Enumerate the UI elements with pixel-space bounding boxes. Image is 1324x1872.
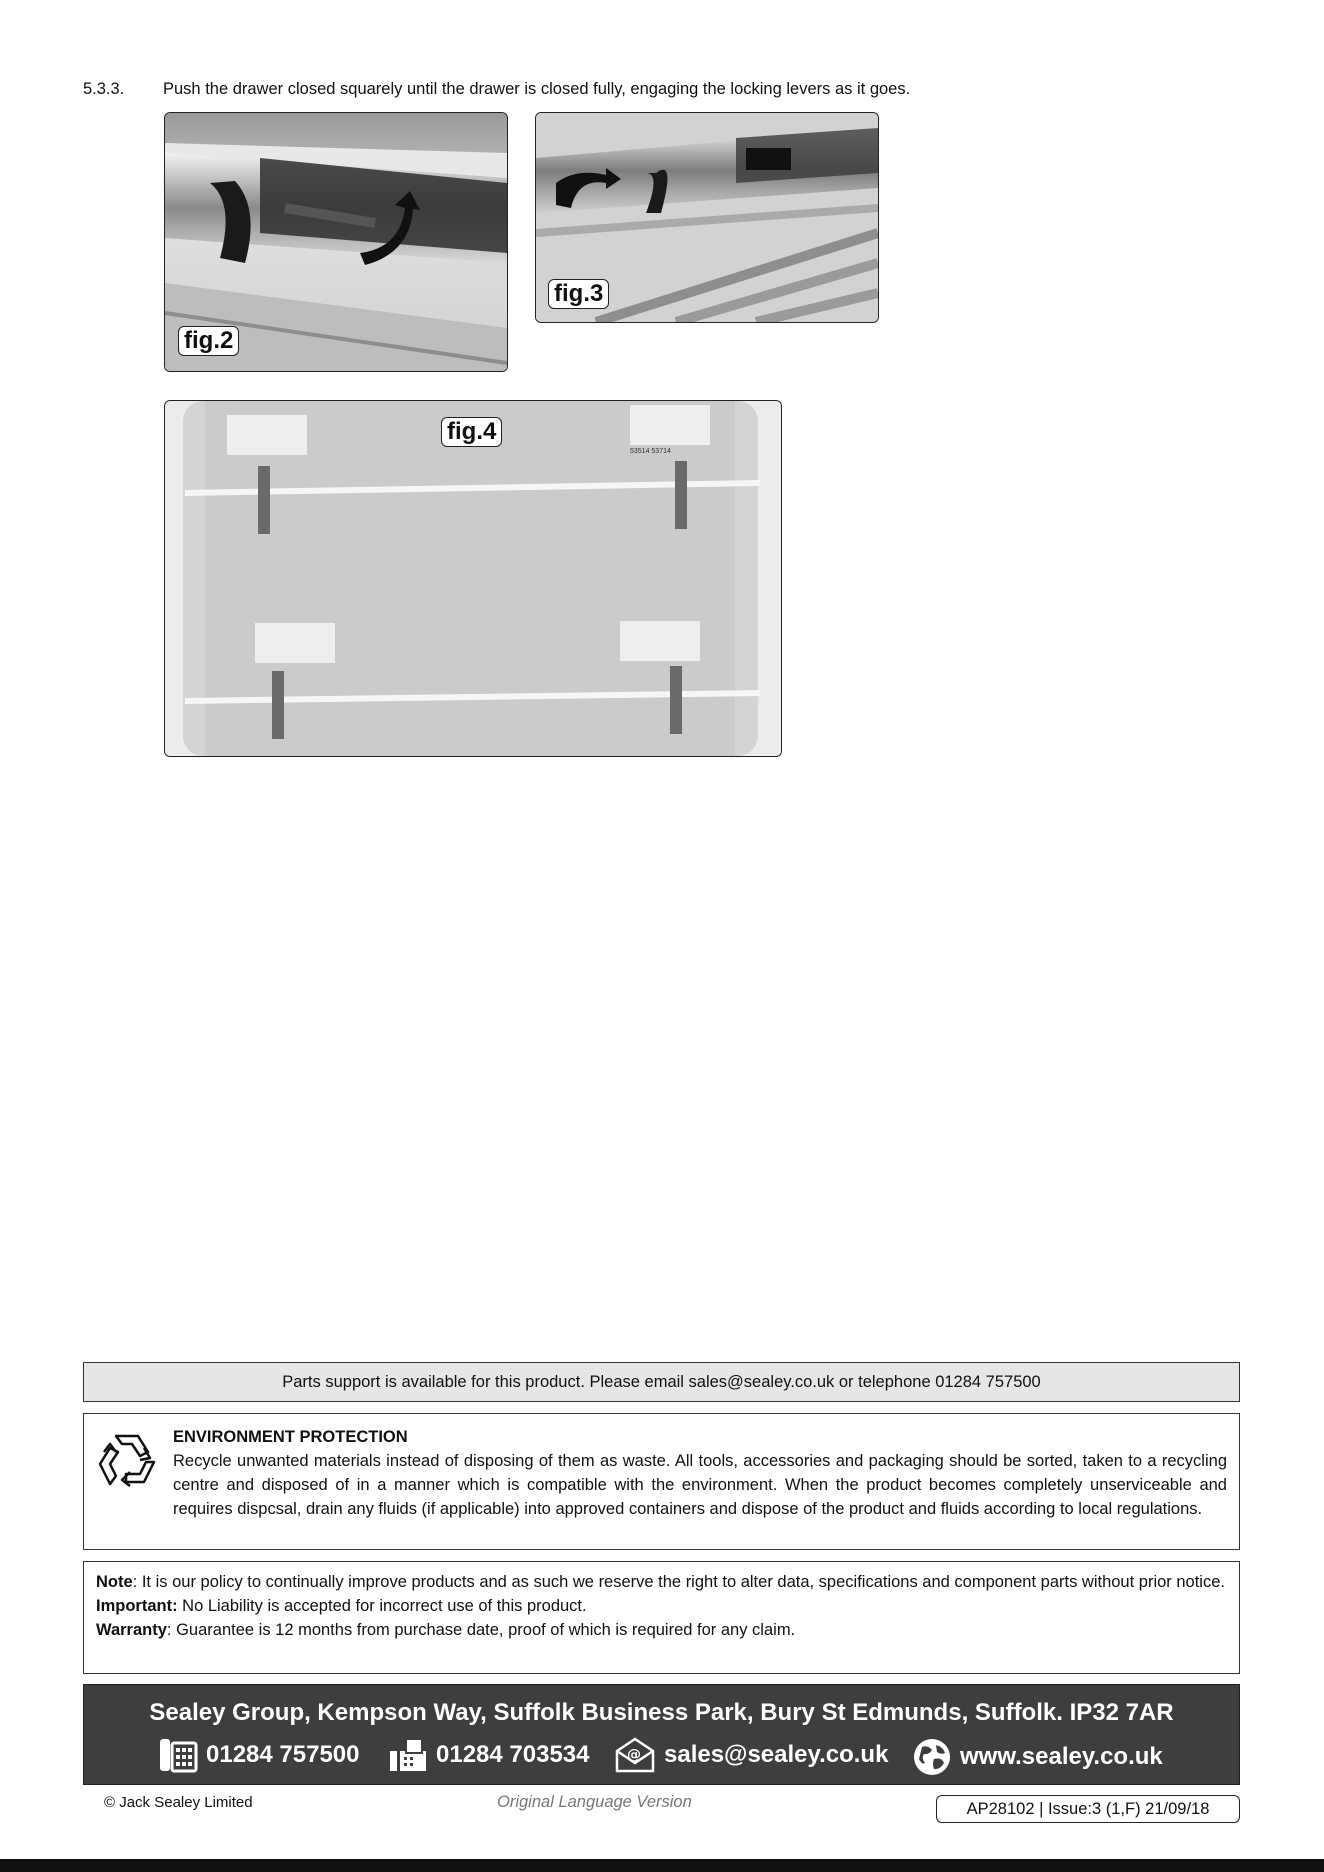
original-language-version: Original Language Version bbox=[497, 1793, 692, 1811]
footer-contact-bar bbox=[83, 1684, 1240, 1785]
recycle-icon bbox=[94, 1428, 160, 1492]
issue-info: AP28102 | Issue:3 (1,F) 21/09/18 bbox=[936, 1795, 1240, 1823]
fig4-photo bbox=[164, 400, 782, 757]
important-text: No Liability is accepted for incorrect use of this product. bbox=[177, 1597, 587, 1615]
footer-fax bbox=[388, 1737, 590, 1773]
email-icon bbox=[614, 1737, 656, 1773]
note-line bbox=[96, 1570, 1227, 1594]
svg-text:@: @ bbox=[627, 1747, 641, 1763]
parts-support-box bbox=[83, 1362, 1240, 1402]
environment-title: ENVIRONMENT PROTECTION bbox=[173, 1428, 408, 1446]
important-line bbox=[96, 1594, 1227, 1618]
note-label: Note bbox=[96, 1573, 133, 1591]
fax-icon bbox=[388, 1737, 428, 1773]
environment-text: Recycle unwanted materials instead of disposing of them as waste. All tools, accessories and packaging should be sorted, taken to a recycling centre and disposed of in a manner which is compatible with the environment. When the product becomes completely unserviceable and requires dispcsal, drain any fluids (if applicable) into approved containers and dispose of the product and fluids according to local regulations. bbox=[173, 1452, 1227, 1518]
footer-email[interactable] bbox=[614, 1737, 888, 1773]
fig4-label: fig.4 bbox=[441, 417, 502, 447]
footer-website[interactable] bbox=[912, 1737, 1163, 1777]
footer-phone-text: 01284 757500 bbox=[206, 1741, 360, 1768]
globe-icon bbox=[912, 1737, 952, 1777]
fig2-label: fig.2 bbox=[178, 326, 239, 356]
fig4-label-code: 53514 53714 bbox=[630, 448, 671, 455]
step-instruction bbox=[83, 80, 910, 99]
step-number: 5.3.3. bbox=[83, 80, 125, 98]
footer-email-text: sales@sealey.co.uk bbox=[664, 1741, 889, 1768]
important-label: Important: bbox=[96, 1597, 178, 1615]
parts-support-text: Parts support is available for this product. Please email sales@sealey.co.uk or telephone 01284 757500 bbox=[282, 1373, 1041, 1391]
warranty-text: : Guarantee is 12 months from purchase date, proof of which is required for any claim. bbox=[166, 1621, 796, 1639]
fig3-label: fig.3 bbox=[548, 279, 609, 309]
footer-address: Sealey Group, Kempson Way, Suffolk Business Park, Bury St Edmunds, Suffolk. IP32 7AR bbox=[149, 1699, 1174, 1726]
footer-fax-text: 01284 703534 bbox=[436, 1741, 590, 1768]
footer-phone bbox=[158, 1737, 360, 1773]
note-text: : It is our policy to continually improve products and as such we reserve the right to alter data, specifications and component parts without prior notice. bbox=[132, 1573, 1225, 1591]
step-text: Push the drawer closed squarely until the drawer is closed fully, engaging the locking levers as it goes. bbox=[163, 80, 911, 98]
bottom-rule bbox=[0, 1859, 1324, 1872]
warranty-label: Warranty bbox=[96, 1621, 167, 1639]
warranty-line bbox=[96, 1618, 1227, 1642]
environment-protection-box bbox=[83, 1413, 1240, 1550]
notes-box bbox=[83, 1561, 1240, 1674]
footer-website-text: www.sealey.co.uk bbox=[960, 1743, 1163, 1770]
phone-icon bbox=[158, 1737, 198, 1773]
copyright: © Jack Sealey Limited bbox=[104, 1794, 253, 1811]
